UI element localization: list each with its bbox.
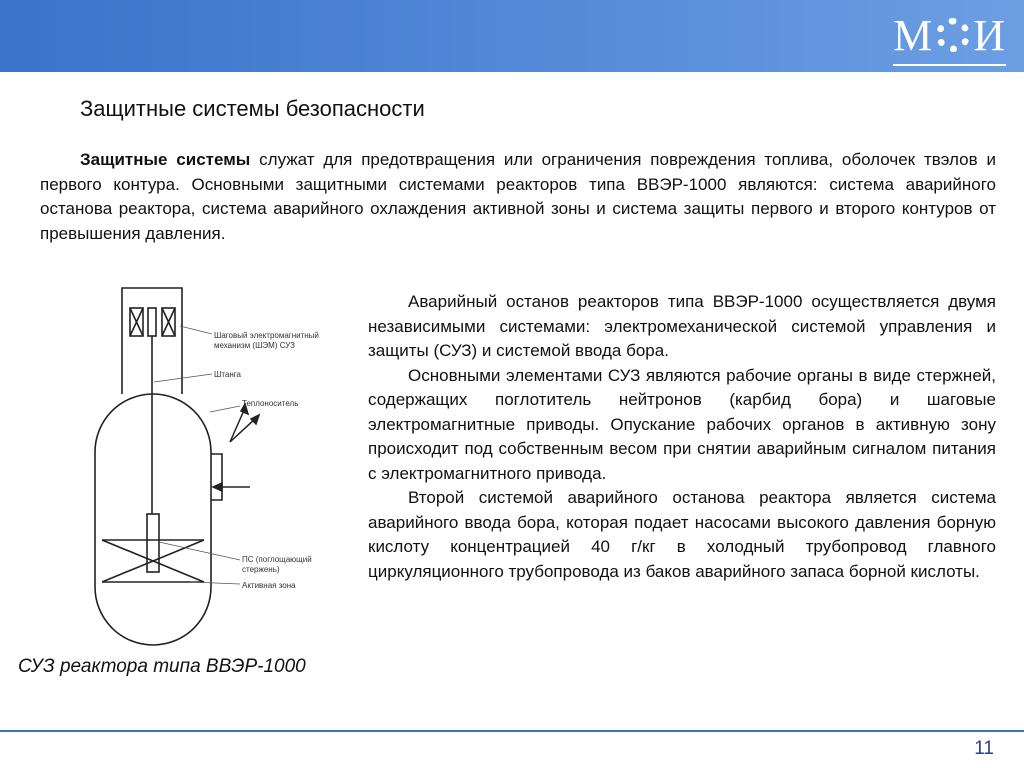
label-rod: Штанга: [214, 370, 241, 379]
figure-caption: СУЗ реактора типа ВВЭР-1000: [18, 656, 306, 677]
logo-underline: [893, 64, 1006, 66]
label-shem-1: Шаговый электромагнитный: [214, 331, 319, 340]
intro-paragraph: [40, 148, 996, 246]
inlet-nozzle: [211, 454, 222, 500]
paragraph-boron: Второй системой аварийного останова реактора является система аварийного ввода бора, которая подает насосами высокого давления борную кислоту концентрацией 40 г/кг в холодный трубопровод главного циркуляционного трубопровода из баков аварийного запаса борной кислоты.: [368, 488, 996, 581]
drive-unit-center: [148, 308, 156, 336]
logo-ring-icon: [936, 18, 970, 52]
intro-text: служат для предотвращения или ограничения повреждения топлива, оболочек твэлов и первого контура. Основными защитными системами реакторов типа ВВЭР-1000 являются: система аварийного останова реактора, система аварийного охлаждения активной зоны и система защиты первого и второго контуров от превышения давления.: [40, 150, 996, 243]
footer-divider: [0, 730, 1024, 732]
paragraph-suz-elements: Основными элементами СУЗ являются рабочие органы в виде стержней, содержащих поглотитель нейтронов (карбид бора) и шаговые электромагнитные приводы. Опускание рабочих органов в активную зону происходит под собственным весом при снятии аварийным сигналом питания с электромагнитного привода.: [368, 365, 996, 483]
paragraph-shutdown: Аварийный останов реакторов типа ВВЭР-1000 осуществляется двумя независимыми системами: электромеханической системой управления и защиты (СУЗ) и системой ввода бора.: [368, 292, 996, 360]
page-number: 11: [974, 738, 994, 759]
reactor-diagram: [80, 282, 360, 652]
logo-letter-m: М: [893, 11, 934, 60]
header-bar: [0, 0, 1024, 72]
label-ps-2: стержень): [242, 565, 280, 574]
intro-bold-term: Защитные системы: [80, 150, 251, 169]
logo-letter-i: И: [973, 11, 1006, 60]
slide-title: Защитные системы безопасности: [80, 96, 425, 121]
label-coolant: Теплоноситель: [242, 399, 299, 408]
mei-logo: [893, 11, 1006, 66]
label-shem-2: механизм (ШЭМ) СУЗ: [214, 341, 295, 350]
reactor-vessel: [95, 394, 211, 645]
label-ps-1: ПС (поглощающий: [242, 555, 312, 564]
body-text: [368, 290, 996, 584]
label-core: Активная зона: [242, 581, 296, 590]
